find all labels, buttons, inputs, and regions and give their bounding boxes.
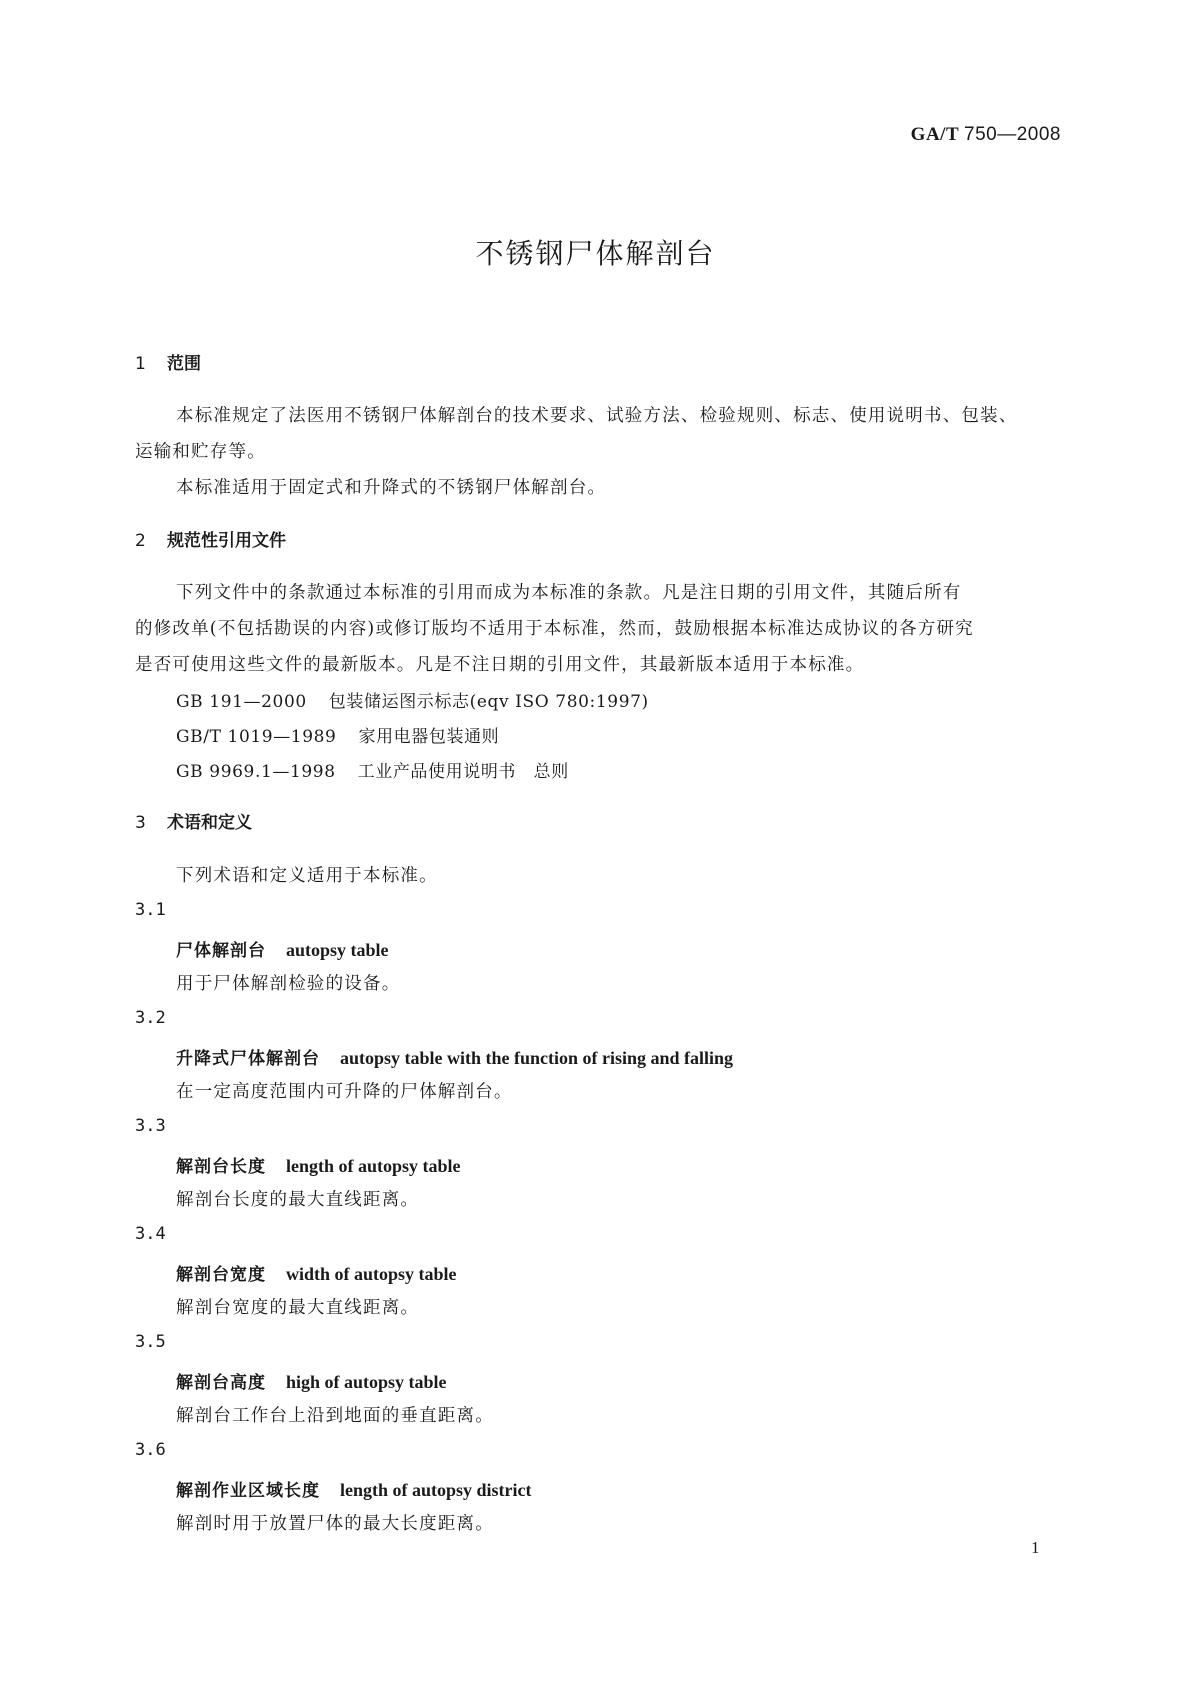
document-title: 不锈钢尸体解剖台	[475, 237, 716, 270]
term-name-en: autopsy table	[286, 940, 389, 960]
term-name-en: length of autopsy table	[286, 1156, 461, 1176]
term-name	[176, 1260, 457, 1285]
term-number: 3.1	[135, 900, 166, 920]
term-name-zh: 解剖台宽度	[176, 1265, 266, 1285]
paragraph: 本标准适用于固定式和升降式的不锈钢尸体解剖台。	[176, 478, 607, 498]
reference-title: 家用电器包装通则	[358, 727, 500, 747]
paragraph: 下列术语和定义适用于本标准。	[176, 866, 438, 886]
term-definition: 解剖台宽度的最大直线距离。	[176, 1298, 420, 1318]
term-number: 3.3	[135, 1116, 166, 1136]
reference-title: 包装储运图示标志(eqv ISO 780:1997)	[328, 692, 649, 712]
reference-item	[176, 757, 569, 782]
standard-code-prefix: GA/T	[910, 124, 959, 145]
term-name	[176, 1044, 733, 1069]
paragraph: 的修改单(不包括勘误的内容)或修订版均不适用于本标准，然而，鼓励根据本标准达成协议的各方研究	[135, 619, 974, 639]
paragraph: 是否可使用这些文件的最新版本。凡是不注日期的引用文件，其最新版本适用于本标准。	[135, 655, 865, 675]
section-number: 3	[135, 813, 146, 833]
paragraph: 运输和贮存等。	[135, 442, 266, 462]
term-definition: 解剖时用于放置尸体的最大长度距离。	[176, 1514, 494, 1534]
standard-code-number: 750—2008	[964, 124, 1061, 145]
section-heading-3	[135, 808, 252, 833]
term-definition: 用于尸体解剖检验的设备。	[176, 974, 401, 994]
term-name-en: autopsy table with the function of rising and falling	[340, 1048, 734, 1068]
reference-code: GB 9969.1—1998	[176, 762, 336, 782]
term-name	[176, 1368, 447, 1393]
section-heading-1	[135, 349, 201, 374]
reference-item	[176, 722, 499, 747]
term-definition: 解剖台长度的最大直线距离。	[176, 1190, 420, 1210]
reference-title: 工业产品使用说明书 总则	[357, 762, 569, 782]
page-number: 1	[1031, 1538, 1040, 1557]
term-name-en: length of autopsy district	[340, 1480, 532, 1500]
term-name	[176, 1152, 461, 1177]
term-name-en: high of autopsy table	[286, 1372, 447, 1392]
term-number: 3.5	[135, 1332, 166, 1352]
term-name-zh: 解剖台高度	[176, 1373, 266, 1393]
term-name	[176, 936, 389, 961]
standard-code	[911, 124, 1061, 146]
term-name-zh: 解剖台长度	[176, 1157, 266, 1177]
reference-code: GB 191—2000	[176, 692, 307, 712]
term-definition: 解剖台工作台上沿到地面的垂直距离。	[176, 1406, 494, 1426]
term-number: 3.4	[135, 1224, 166, 1244]
paragraph: 下列文件中的条款通过本标准的引用而成为本标准的条款。凡是注日期的引用文件，其随后所有	[176, 583, 962, 603]
term-name	[176, 1476, 532, 1501]
section-title: 术语和定义	[167, 813, 252, 833]
term-name-zh: 解剖作业区域长度	[176, 1481, 320, 1501]
term-definition: 在一定高度范围内可升降的尸体解剖台。	[176, 1082, 513, 1102]
term-name-zh: 升降式尸体解剖台	[176, 1049, 320, 1069]
section-title: 范围	[167, 354, 201, 374]
section-heading-2	[135, 526, 286, 551]
term-name-zh: 尸体解剖台	[176, 941, 266, 961]
section-number: 1	[135, 354, 146, 374]
paragraph: 本标准规定了法医用不锈钢尸体解剖台的技术要求、试验方法、检验规则、标志、使用说明书、包装、	[176, 406, 1018, 426]
reference-item	[176, 687, 649, 712]
term-name-en: width of autopsy table	[286, 1264, 457, 1284]
term-number: 3.2	[135, 1008, 166, 1028]
reference-code: GB/T 1019—1989	[176, 727, 337, 747]
term-number: 3.6	[135, 1440, 166, 1460]
section-title: 规范性引用文件	[167, 531, 286, 551]
section-number: 2	[135, 531, 146, 551]
